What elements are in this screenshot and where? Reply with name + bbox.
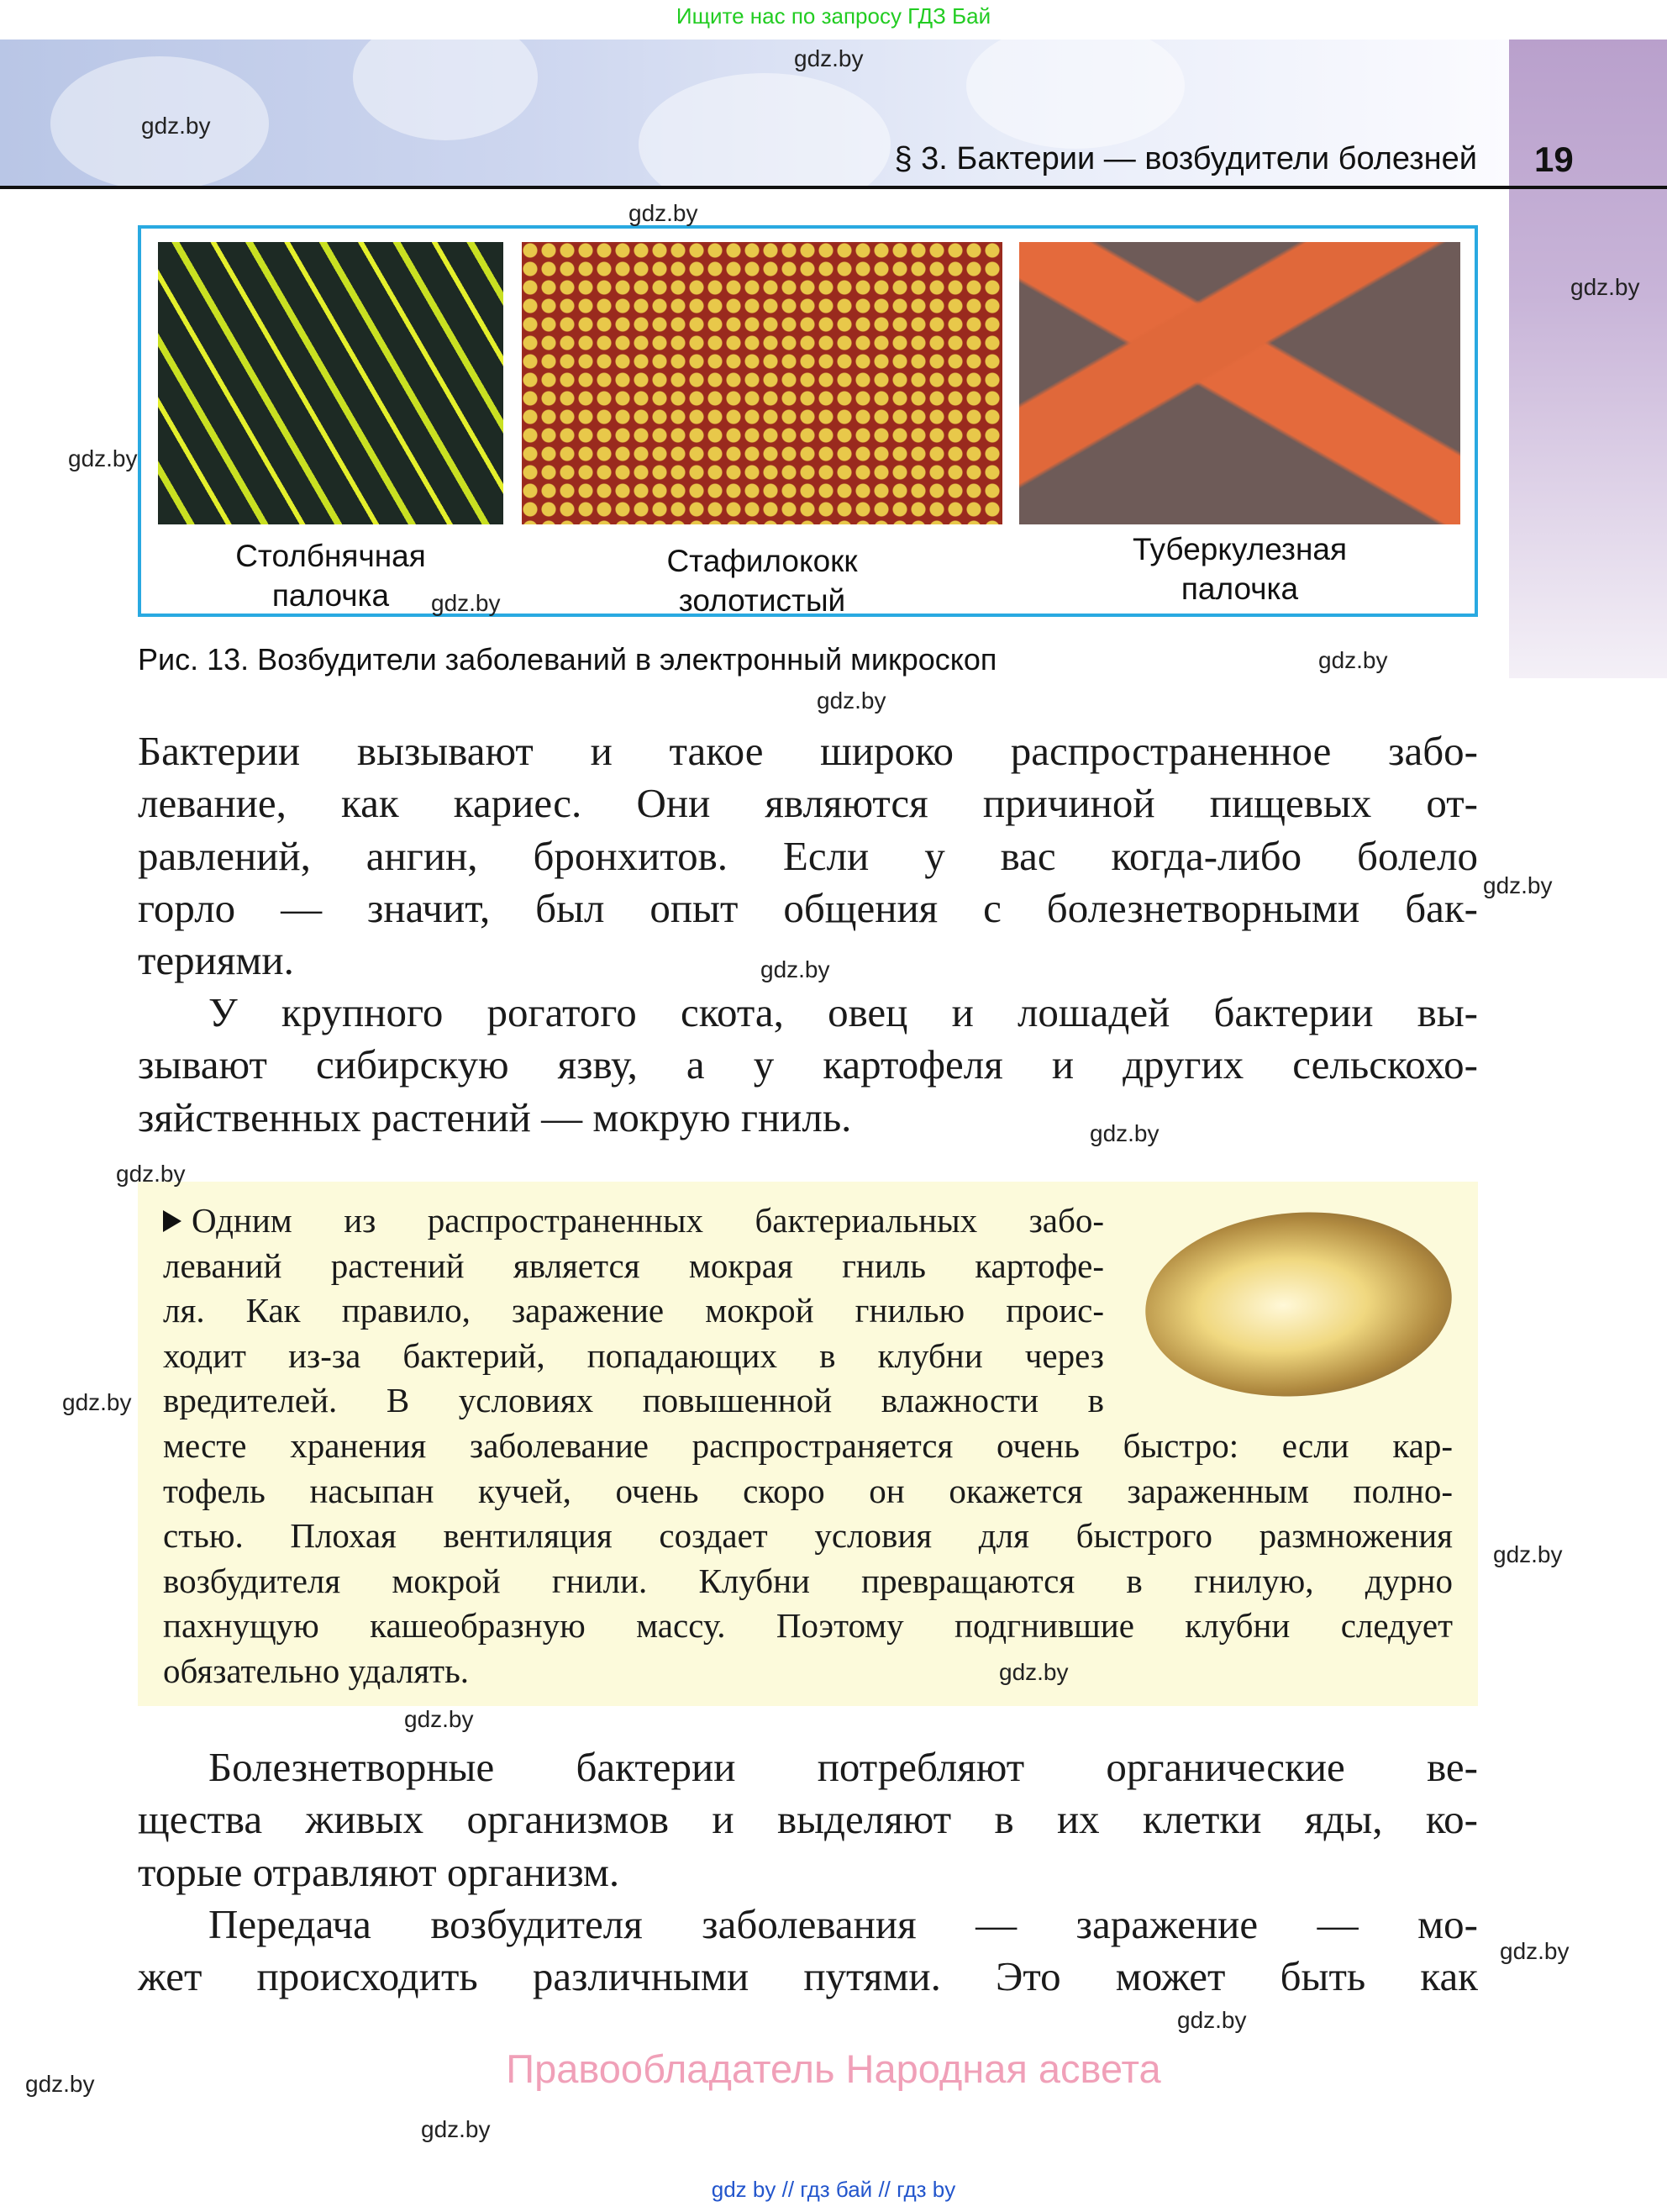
chapter-title: § 3. Бактерии — возбудители болезней	[894, 141, 1477, 176]
figure-13	[138, 225, 1478, 617]
label-line: палочка	[271, 578, 390, 613]
footer-link[interactable]: gdz by	[711, 2177, 776, 2202]
tetanus-bacillus-image	[158, 242, 503, 524]
triangle-bullet-icon	[163, 1210, 181, 1232]
watermark: gdz.by	[1177, 2007, 1247, 2033]
text-line: горло — значит, был опыт общения с болезнетворными бак-	[138, 884, 1478, 931]
footer-link[interactable]: гдз by	[897, 2177, 956, 2202]
label-line: Стафилококк	[666, 544, 858, 578]
text-line: торые отравляют организм.	[138, 1848, 620, 1895]
header-rule	[0, 186, 1667, 189]
text-line: равлений, ангин, бронхитов. Если у вас когда-либо болело	[138, 832, 1478, 879]
watermark: gdz.by	[62, 1389, 132, 1415]
figure-label-tb	[1019, 529, 1460, 608]
tuberculosis-bacillus-image	[1019, 242, 1460, 524]
watermark: gdz.by	[1483, 872, 1553, 898]
watermark: gdz.by	[1493, 1541, 1563, 1567]
watermark: gdz.by	[817, 687, 886, 714]
page-number: 19	[1534, 140, 1574, 179]
text-span: Одним из распространенных бактериальных забо-	[192, 1201, 1104, 1240]
watermark: gdz.by	[628, 200, 698, 226]
text-line: пахнущую кашеобразную массу. Поэтому подгнившие клубни следует	[163, 1606, 1453, 1646]
text-line: щества живых организмов и выделяют в их клетки яды, ко-	[138, 1796, 1478, 1843]
watermark: gdz.by	[116, 1161, 186, 1187]
footer-link[interactable]: гдз бай	[800, 2177, 873, 2202]
text-line: Бактерии вызывают и такое широко распространенное забо-	[138, 728, 1478, 774]
text-line: стью. Плохая вентиляция создает условия для быстрого размножения	[163, 1516, 1453, 1556]
text-line: зывают сибирскую язву, а у картофеля и других сельскохо-	[138, 1041, 1478, 1088]
info-box-text	[163, 1198, 1453, 1694]
watermark: gdz.by	[1570, 274, 1640, 300]
label-line: Туберкулезная	[1132, 532, 1348, 566]
watermark: gdz.by	[404, 1706, 474, 1732]
separator: //	[781, 2177, 795, 2202]
text-line: леваний растений является мокрая гниль картофе-	[163, 1246, 1104, 1285]
watermark: gdz.by	[794, 45, 864, 71]
text-line: жет происходить различными путями. Это может быть как	[138, 1953, 1478, 2000]
watermark: gdz.by	[999, 1659, 1069, 1685]
paragraph-2	[138, 987, 1478, 1144]
figure-caption: Рис. 13. Возбудители заболеваний в электронный микроскоп	[138, 642, 997, 677]
text-line: левание, как кариес. Они являются причиной пищевых от-	[138, 780, 1478, 827]
watermark: gdz.by	[1318, 647, 1388, 673]
page-side-tab	[1509, 40, 1667, 678]
watermark: gdz.by	[760, 956, 830, 982]
text-line: тофель насыпан кучей, очень скоро он окажется зараженным полно-	[163, 1471, 1453, 1510]
watermark: gdz.by	[25, 2071, 95, 2097]
paragraph-1	[138, 725, 1478, 987]
text-line: Передача возбудителя заболевания — заражение — мо-	[208, 1901, 1478, 1947]
text-line: обязательно удалять.	[163, 1651, 470, 1690]
watermark: gdz.by	[68, 445, 138, 471]
text-line: ходит из-за бактерий, попадающих в клубни через	[163, 1335, 1104, 1375]
label-line: Столбнячная	[235, 539, 426, 573]
text-line: возбудителя мокрой гнили. Клубни превращаются в гнилую, дурно	[163, 1561, 1453, 1600]
info-box	[138, 1182, 1478, 1706]
separator: //	[878, 2177, 891, 2202]
label-line: золотистый	[678, 583, 846, 618]
text-line: вредителей. В условиях повышенной влажности в	[163, 1381, 1104, 1420]
paragraph-3	[138, 1741, 1478, 1899]
top-banner[interactable]: Ищите нас по запросу ГДЗ Бай	[676, 3, 991, 29]
copyright-holder: Правообладатель Народная асвета	[506, 2046, 1161, 2091]
watermark: gdz.by	[141, 113, 211, 139]
text-line: ля. Как правило, заражение мокрой гнилью проис-	[163, 1291, 1104, 1330]
watermark: gdz.by	[1500, 1938, 1570, 1964]
text-line: териями.	[138, 937, 294, 984]
watermark: gdz.by	[421, 2116, 491, 2142]
text-line: Болезнетворные бактерии потребляют органические ве-	[208, 1744, 1478, 1790]
paragraph-4	[138, 1899, 1478, 2004]
text-line	[163, 1198, 1104, 1244]
text-line: зяйственных растений — мокрую гниль.	[138, 1093, 852, 1140]
text-line: месте хранения заболевание распространяется очень быстро: если кар-	[163, 1425, 1453, 1465]
watermark: gdz.by	[1090, 1120, 1160, 1146]
label-line: палочка	[1181, 571, 1299, 606]
text-line: У крупного рогатого скота, овец и лошадей бактерии вы-	[208, 989, 1478, 1035]
figure-label-staph	[522, 541, 1002, 620]
watermark: gdz.by	[431, 590, 501, 616]
footer-links	[0, 2177, 1667, 2203]
staphylococcus-image	[522, 242, 1002, 524]
